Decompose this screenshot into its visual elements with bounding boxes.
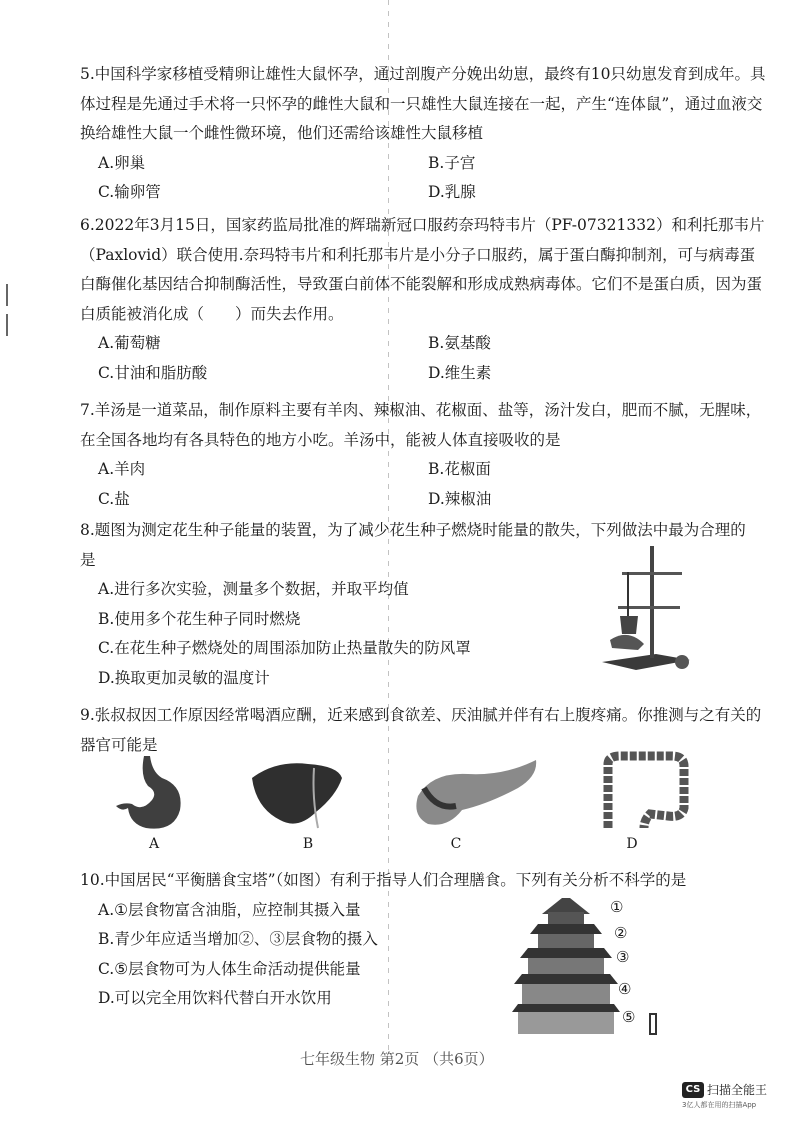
pagoda-label-5: ⑤ bbox=[622, 1008, 636, 1026]
options bbox=[80, 149, 770, 208]
option-a: A.进行多次实验，测量多个数据，并取平均值 bbox=[98, 580, 409, 598]
watermark-tagline: 3亿人都在用的扫描App bbox=[682, 1101, 757, 1109]
organ-label-d: D bbox=[626, 836, 638, 852]
stomach-icon bbox=[112, 752, 192, 836]
pagoda-label-2: ② bbox=[614, 924, 628, 942]
option-c: C.盐 bbox=[98, 489, 130, 508]
question-stem: 8.题图为测定花生种子能量的装置，为了减少花生种子燃烧时能量的散失，下列做法中最为合理的是 bbox=[80, 521, 746, 569]
binding-mark bbox=[6, 284, 8, 306]
liver-icon bbox=[246, 758, 346, 840]
camscanner-logo-icon: CS bbox=[682, 1082, 704, 1098]
option-a: A.羊肉 bbox=[98, 460, 146, 478]
question-5 bbox=[80, 60, 770, 208]
option-c: C.⑤层食物可为人体生命活动提供能量 bbox=[98, 959, 361, 978]
option-b: B.氨基酸 bbox=[428, 334, 491, 352]
pagoda-label-3: ③ bbox=[616, 948, 630, 966]
option-d: D.可以完全用饮料代替白开水饮用 bbox=[98, 989, 332, 1007]
page-footer: 七年级生物 第2页 （共6页） bbox=[300, 1050, 494, 1068]
option-a: A.卵巢 bbox=[98, 153, 146, 172]
option-a: A.葡萄糖 bbox=[98, 334, 161, 352]
option-c: C.输卵管 bbox=[98, 183, 161, 201]
watermark-name: 扫描全能王 bbox=[707, 1083, 768, 1097]
options bbox=[80, 329, 770, 388]
question-7 bbox=[80, 396, 770, 514]
pagoda-label-4: ④ bbox=[618, 980, 632, 998]
question-stem: 5.中国科学家移植受精卵让雄性大鼠怀孕，通过剖腹产分娩出幼崽，最终有10只幼崽发育到成年。具体过程是先通过手术将一只怀孕的雌性大鼠和一只雄性大鼠连接在一起，产生“连体鼠”，通过血液交换给雄性大鼠一个雌性微环境，他们还需给该雄性大鼠移植 bbox=[80, 65, 766, 142]
option-d: D.辣椒油 bbox=[428, 489, 492, 508]
question-stem: 7.羊汤是一道菜品，制作原料主要有羊肉、辣椒油、花椒面、盐等，汤汁发白，肥而不腻，无腥味，在全国各地均有各具特色的地方小吃。羊汤中，能被人体直接吸收的是 bbox=[80, 401, 762, 449]
organ-label-b: B bbox=[302, 836, 314, 852]
question-stem: 9.张叔叔因工作原因经常喝酒应酬，近来感到食欲差、厌油腻并伴有右上腹疼痛。你推测与之有关的器官可能是 bbox=[80, 706, 762, 754]
option-b: B.子宫 bbox=[428, 153, 476, 172]
pancreas-icon bbox=[408, 752, 540, 832]
binding-mark bbox=[6, 314, 8, 336]
option-b: B.使用多个花生种子同时燃烧 bbox=[98, 609, 301, 628]
option-c: C.在花生种子燃烧处的周围添加防止热量散失的防风罩 bbox=[98, 639, 471, 657]
option-d: D.乳腺 bbox=[428, 183, 476, 201]
scanner-watermark bbox=[682, 1079, 782, 1110]
option-d: D.换取更加灵敏的温度计 bbox=[98, 668, 270, 687]
question-stem: 6.2022年3月15日，国家药监局批准的辉瑞新冠口服药奈玛特韦片（PF-07321332）和利托那韦片（Paxlovid）联合使用.奈玛特韦片和利托那韦片是小分子口服药，属于蛋白酶抑制剂，可与病毒蛋白酶催化基因结合抑制酶活性，导致蛋白前体不能裂解和形成成熟病毒体。它们不是蛋白质，因为蛋白质能被消化成（ ）而失去作用。 bbox=[80, 216, 765, 323]
question-6 bbox=[80, 211, 770, 388]
food-pagoda-figure bbox=[510, 892, 670, 1038]
option-b: B.花椒面 bbox=[428, 460, 491, 478]
pagoda-label-1: ① bbox=[610, 898, 624, 916]
options bbox=[80, 455, 770, 514]
large-intestine-icon bbox=[594, 748, 694, 832]
option-c: C.甘油和脂肪酸 bbox=[98, 363, 208, 382]
question-stem: 10.中国居民“平衡膳食宝塔”（如图）有利于指导人们合理膳食。下列有关分析不科学的是 bbox=[80, 871, 687, 889]
option-a: A.①层食物富含油脂，应控制其摄入量 bbox=[98, 900, 361, 919]
organ-label-c: C bbox=[450, 836, 462, 852]
calorimeter-apparatus-figure bbox=[598, 542, 698, 674]
option-d: D.维生素 bbox=[428, 363, 492, 382]
organ-label-a: A bbox=[148, 836, 160, 852]
option-b: B.青少年应适当增加②、③层食物的摄入 bbox=[98, 930, 378, 948]
